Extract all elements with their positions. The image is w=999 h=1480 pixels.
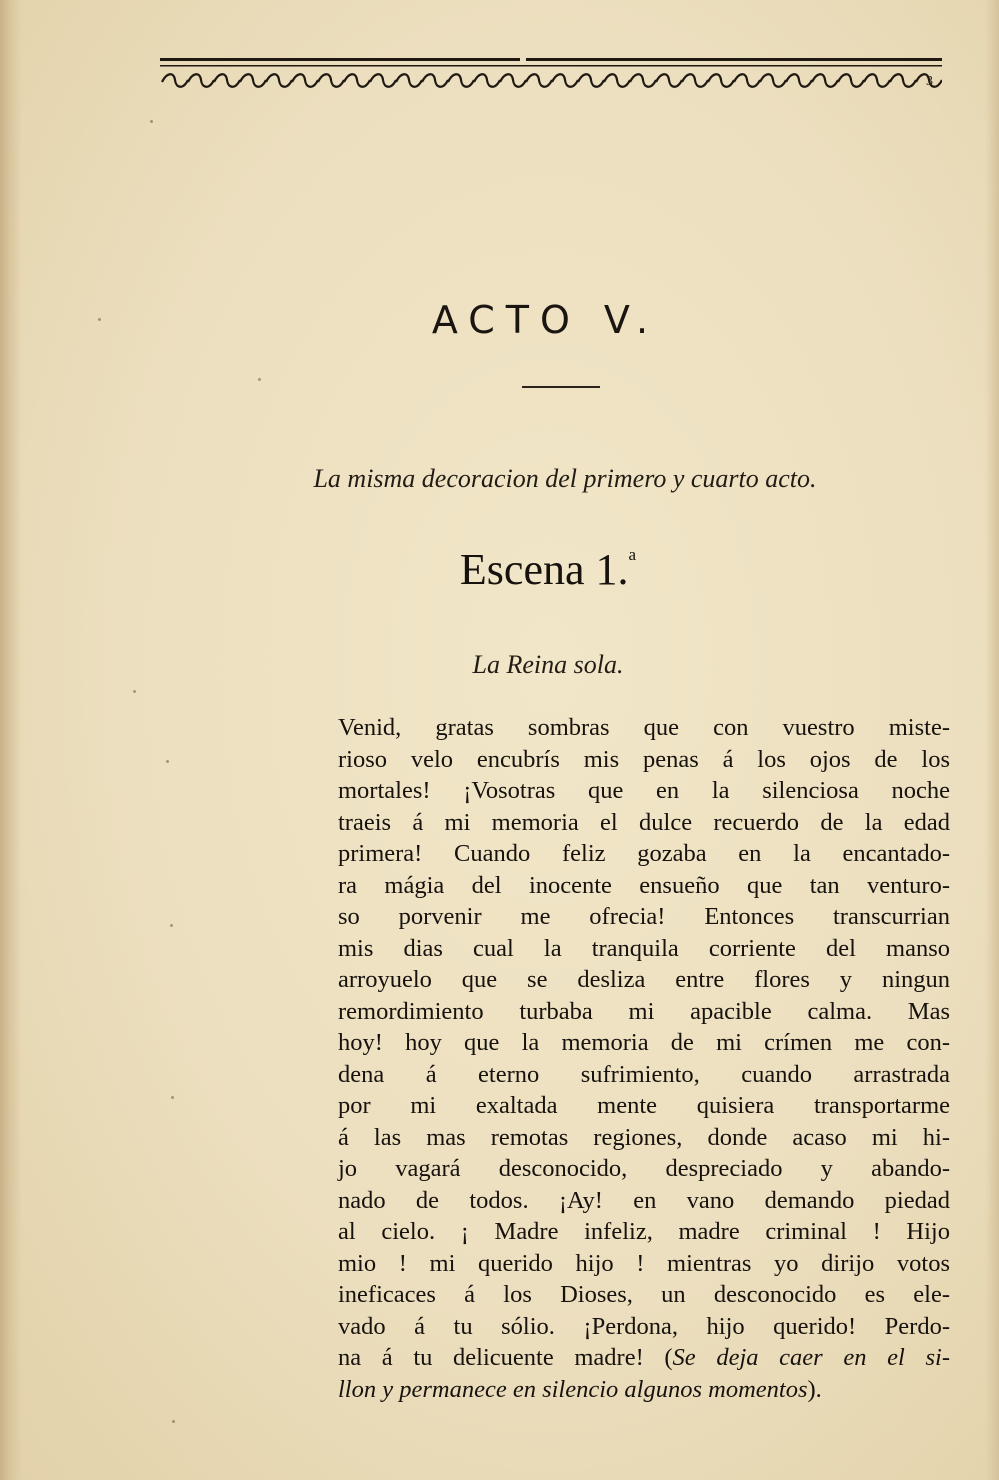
ornament-scroll xyxy=(422,74,448,87)
ornament-scroll xyxy=(292,74,318,87)
monologue-final-line xyxy=(338,1374,950,1406)
ornament-scroll xyxy=(474,74,500,87)
ornament-scroll xyxy=(188,74,214,87)
monologue-line: por mi exaltada mente quisiera transportarme xyxy=(338,1092,950,1119)
ornament-scroll xyxy=(526,74,552,87)
title-divider xyxy=(522,386,600,388)
ornament-scroll xyxy=(682,74,708,87)
ornament-scroll xyxy=(760,74,786,87)
ornament-scroll xyxy=(214,74,240,87)
inline-stage-direction: llon y permanece en silencio algunos momentos xyxy=(338,1375,808,1403)
ornamental-header-rule xyxy=(160,52,942,96)
monologue-line: mio ! mi querido hijo ! mientras yo dirijo votos xyxy=(338,1249,950,1277)
characters-on-stage: La Reina sola. xyxy=(472,650,624,679)
ornament-scroll xyxy=(890,74,916,87)
monologue-line: arroyuelo que se desliza entre flores y ningun xyxy=(338,966,950,993)
monologue-line: dena á eterno sufrimiento, cuando arrastrada xyxy=(338,1060,950,1088)
ornament-scroll xyxy=(266,74,292,87)
monologue-line: primera! Cuando feliz gozaba en la encantado- xyxy=(338,840,950,867)
scene-title: Escena 1. xyxy=(459,545,629,594)
monologue xyxy=(338,712,950,1405)
ornament-scroll xyxy=(370,74,396,87)
ornament-scroll xyxy=(734,74,760,87)
monologue-line: ineficaces á los Dioses, un desconocido es ele- xyxy=(338,1281,950,1308)
ornament-scroll xyxy=(604,74,630,87)
monologue-line: á las mas remotas regiones, donde acaso mi hi- xyxy=(338,1123,950,1151)
monologue-line: ra mágia del inocente ensueño que tan venturo- xyxy=(338,871,950,899)
ornament-scroll xyxy=(656,74,682,87)
ornament-scroll xyxy=(838,74,864,87)
ornament-scroll xyxy=(500,74,526,87)
monologue-line: mis dias cual la tranquila corriente del manso xyxy=(338,934,950,962)
monologue-line: rioso velo encubrís mis penas á los ojos de los xyxy=(338,745,950,773)
monologue-line: hoy! hoy que la memoria de mi crímen me con- xyxy=(338,1029,950,1056)
ornament-scroll xyxy=(318,74,344,87)
ornament-scroll xyxy=(552,74,578,87)
ornament-scroll xyxy=(630,74,656,87)
page-number: 3 xyxy=(926,74,933,89)
ornament-scroll xyxy=(448,74,474,87)
monologue-line: Venid, gratas sombras que con vuestro miste- xyxy=(338,714,950,741)
ornament-scroll xyxy=(708,74,734,87)
monologue-line: traeis á mi memoria el dulce recuerdo de la edad xyxy=(338,808,950,836)
monologue-line: al cielo. ¡ Madre infeliz, madre criminal ! Hijo xyxy=(338,1218,950,1245)
monologue-line: mortales! ¡Vosotras que en la silenciosa noche xyxy=(338,777,950,804)
closing-punctuation: ). xyxy=(807,1375,822,1403)
monologue-line-with-stage-direction xyxy=(338,1342,950,1374)
ornament-scroll xyxy=(240,74,266,87)
inline-stage-direction: Se deja caer en el si- xyxy=(672,1344,950,1371)
monologue-line: so porvenir me ofrecia! Entonces transcurrian xyxy=(338,903,950,930)
monologue-line: remordimiento turbaba mi apacible calma. Mas xyxy=(338,997,950,1025)
ornament-scroll xyxy=(578,74,604,87)
monologue-line: jo vagará desconocido, despreciado y abando- xyxy=(338,1155,950,1182)
ornament-scroll xyxy=(864,74,890,87)
scene-heading xyxy=(0,544,999,595)
ornament-scroll xyxy=(396,74,422,87)
binding-edge xyxy=(0,0,22,1480)
monologue-line: vado á tu sólio. ¡Perdona, hijo querido! Perdo- xyxy=(338,1312,950,1340)
act-title: ACTO V. xyxy=(431,298,660,342)
monologue-text: na á tu delicuente madre! ( xyxy=(338,1344,673,1371)
monologue-line: nado de todos. ¡Ay! en vano demando piedad xyxy=(338,1186,950,1214)
scene-ordinal-mark: a xyxy=(628,545,637,564)
stage-direction: La misma decoracion del primero y cuarto acto. xyxy=(313,464,817,493)
page-edge xyxy=(985,0,999,1480)
ornament-scroll xyxy=(812,74,838,87)
ornament-scroll xyxy=(162,74,188,87)
ornament-scroll xyxy=(786,74,812,87)
ornament-scroll xyxy=(344,74,370,87)
